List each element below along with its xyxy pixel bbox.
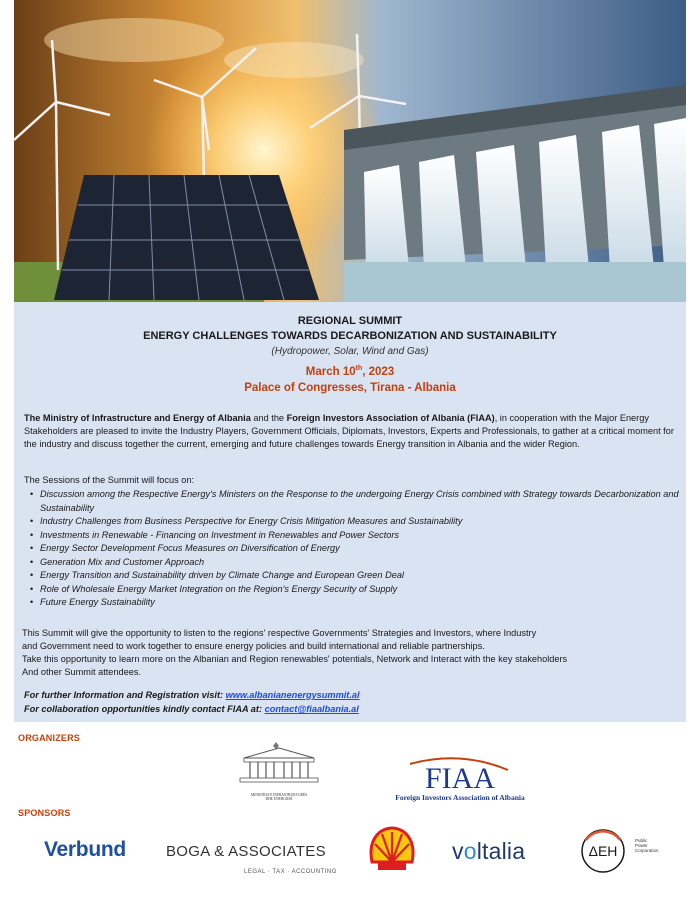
closing-line: Take this opportunity to learn more on the Albanian and Region renewables' potentials, Network and Interact with the key stakeholders — [22, 654, 568, 664]
sponsors-heading: SPONSORS — [18, 808, 71, 818]
shell-icon — [366, 824, 418, 874]
boga-logo: BOGA & ASSOCIATES — [166, 843, 326, 860]
collaboration-info — [24, 704, 359, 714]
session-item: • Investments in Renewable - Financing on Investment in Renewables and Power Sectors — [30, 529, 680, 543]
event-title: ENERGY CHALLENGES TOWARDS DECARBONIZATION AND SUSTAINABILITY — [143, 330, 557, 342]
closing-line: This Summit will give the opportunity to listen to the regions' respective Governments' Strategies and Investors, where Industry — [22, 628, 537, 638]
intro-and: and the — [250, 413, 287, 423]
intro-paragraph — [24, 412, 680, 451]
energy-scene-illustration — [14, 0, 686, 302]
deh-caption-line: Corporation — [635, 848, 659, 853]
registration-info — [24, 690, 360, 700]
voltalia-letter: v — [452, 838, 464, 864]
deh-logo — [578, 826, 628, 881]
session-item: • Energy Transition and Sustainability driven by Climate Change and European Green Deal — [30, 569, 680, 583]
session-item: • Energy Sector Development Focus Measures on Diversification of Energy — [30, 542, 680, 556]
intro-rest: , in cooperation with the Major Energy Stakeholders are pleased to invite the Industry Players, Government Officials, Diplomats, Investors, Experts and Professionals, to gather at a critical moment for the industry and discuss together the current, emerging and future challenges towards Energy transition in Albania and the wider Region. — [24, 413, 674, 449]
date-suffix: th — [355, 365, 363, 372]
date-day: March 10 — [305, 365, 356, 378]
session-item: • Discussion among the Respective Energy's Ministers on the Response to the undergoing Energy Crisis combined with Strategy towards Decarbonization and Sustainability — [30, 488, 680, 515]
ministry-name-line: DHE ENERGJISË — [265, 797, 293, 801]
sessions-list — [30, 488, 680, 610]
registration-label: For further Information and Registration visit: — [24, 690, 226, 700]
organizers-heading: ORGANIZERS — [18, 733, 81, 743]
deh-caption — [635, 838, 675, 853]
deh-caption-line: Public — [635, 838, 648, 843]
session-item: • Industry Challenges from Business Perspective for Energy Crisis Mitigation Measures and Sustainability — [30, 515, 680, 529]
event-subtitle: (Hydropower, Solar, Wind and Gas) — [271, 346, 429, 357]
ministry-name-line: MINISTRIA E INFRASTRUKTURËS — [250, 793, 308, 797]
closing-line: and Government need to work together to ensure energy policies and build international and reliable partnerships. — [22, 641, 485, 651]
fiaa-logo-text: FIAA — [424, 762, 496, 794]
sessions-title: The Sessions of the Summit will focus on: — [24, 475, 195, 485]
voltalia-rest: ltalia — [476, 838, 526, 864]
closing-line: And other Summit attendees. — [22, 667, 141, 677]
collaboration-label: For collaboration opportunities kindly contact FIAA at: — [24, 704, 265, 714]
ministry-name — [236, 793, 322, 801]
shell-logo — [366, 824, 418, 879]
event-venue: Palace of Congresses, Tirana - Albania — [244, 382, 456, 394]
contact-email-link[interactable]: contact@fiaalbania.al — [264, 704, 359, 714]
closing-paragraph — [22, 627, 682, 679]
fiaa-caption: Foreign Investors Association of Albania — [395, 793, 525, 802]
registration-link[interactable]: www.albanianenergysummit.al — [225, 690, 360, 700]
voltalia-letter-o: o — [463, 838, 477, 864]
fiaa-logo — [380, 750, 540, 806]
session-item: • Future Energy Sustainability — [30, 596, 680, 610]
deh-icon — [578, 826, 628, 876]
voltalia-logo — [452, 838, 525, 865]
deh-caption-line: Power — [635, 843, 648, 848]
ministry-building-icon — [236, 740, 322, 786]
verbund-logo: Verbund — [44, 838, 126, 861]
event-type: REGIONAL SUMMIT — [297, 315, 403, 327]
deh-logo-text: ΔΕΗ — [588, 843, 618, 859]
fiaa-logo-mark — [380, 750, 540, 794]
session-item: • Role of Wholesale Energy Market Integration on the Region's Energy Security of Supply — [30, 583, 680, 597]
ministry-logo — [236, 740, 322, 802]
org-fiaa-name: Foreign Investors Association of Albania (FIAA) — [286, 413, 495, 423]
event-date — [14, 365, 686, 378]
hero-image — [14, 0, 686, 302]
date-year: , 2023 — [362, 365, 395, 378]
session-item: • Generation Mix and Customer Approach — [30, 556, 680, 570]
boga-tagline: LEGAL · TAX · ACCOUNTING — [244, 869, 337, 875]
org-ministry-name: The Ministry of Infrastructure and Energy of Albania — [24, 413, 251, 423]
